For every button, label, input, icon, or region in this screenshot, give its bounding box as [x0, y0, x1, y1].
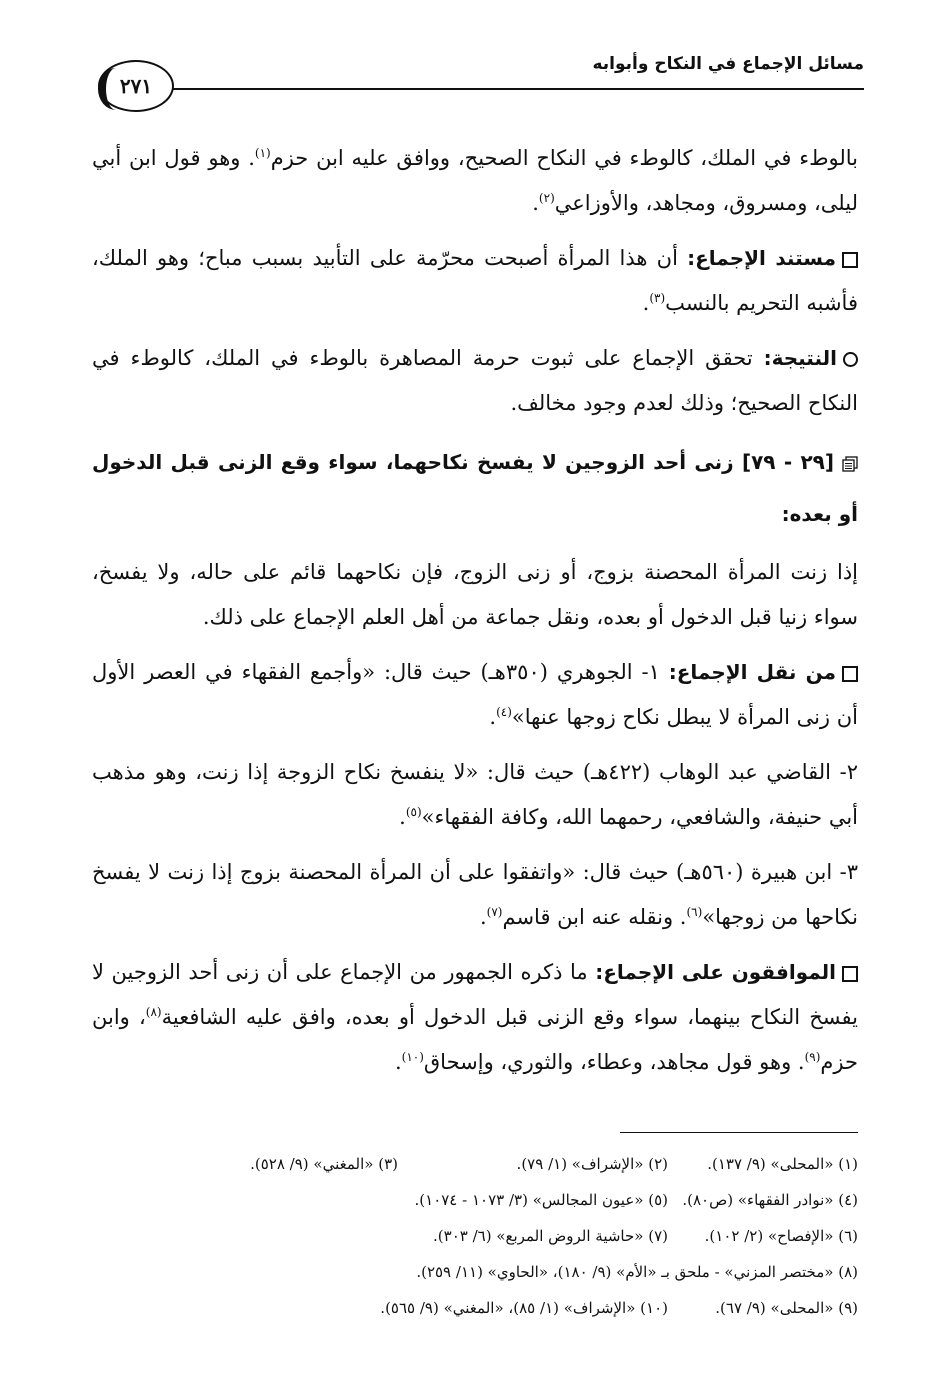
paragraph-1	[92, 136, 858, 226]
circle-bullet-icon	[843, 352, 858, 367]
term-agreeing: الموافقون على الإجماع:	[595, 960, 836, 984]
footnote-ref-7[interactable]: (٧)	[486, 905, 503, 919]
paragraph-agreeing	[92, 950, 858, 1085]
paragraph-text: أن هذا المرأة أصبحت محرّمة على التأبيد بسبب مباح؛ وهو الملك، فأشبه التحريم بالنسب	[92, 246, 858, 315]
paragraph-text: .	[642, 291, 650, 315]
paragraph-text: . وهو قول مجاهد، وعطاء، والثوري، وإسحاق	[423, 1050, 805, 1074]
term-result: النتيجة:	[763, 346, 837, 370]
paragraph-text: .	[532, 191, 539, 215]
footnote-row	[92, 1146, 858, 1182]
paragraph-text: إذا زنت المرأة المحصنة بزوج، أو زنى الزوج، فإن نكاحهما قائم على حاله، ولا يفسخ، سواء زنيا قبل الدخول أو بعده، ونقل جماعة من أهل العلم الإجماع على ذلك.	[92, 560, 859, 629]
square-bullet-icon	[842, 966, 858, 982]
footnote-separator	[620, 1132, 858, 1133]
paragraph-text: . ونقله عنه ابن قاسم	[502, 905, 687, 929]
paragraph-text: ١- الجوهري (٣٥٠هـ) حيث قال: «وأجمع الفقهاء في العصر الأول أن زنى المرأة لا يبطل نكاح زوجها عنها»	[92, 660, 858, 729]
document-stack-icon	[842, 456, 858, 472]
paragraph-text: ما ذكره الجمهور من الإجماع على أن زنى أحد الزوجين لا يفسخ النكاح بينهما، سواء وقع الزنى قبل الدخول أو بعده، وافق عليه الشافعية	[92, 960, 858, 1029]
footnote-3: (٣) «المغني» (٩/ ٥٢٨).	[250, 1155, 398, 1173]
footnote-ref-5[interactable]: (٥)	[405, 805, 422, 819]
footnote-1: (١) «المحلى» (٩/ ١٣٧).	[707, 1155, 858, 1173]
paragraph-evidence	[92, 236, 858, 326]
page-number: ٢٧١	[119, 74, 153, 98]
heading-text: زنى أحد الزوجين لا يفسخ نكاحهما، سواء وقع الزنى قبل الدخول أو بعده:	[92, 450, 858, 526]
header-rule	[172, 88, 864, 90]
paragraph-text: . وهو قول ابن أبي ليلى، ومسروق، ومجاهد، والأوزاعي	[92, 146, 858, 215]
paragraph-text: تحقق الإجماع على ثبوت حرمة المصاهرة بالوطء في الملك، كالوطء في النكاح الصحيح؛ وذلك لعدم وجود مخالف.	[92, 346, 858, 415]
footnote-8: (٨) «مختصر المزني» - ملحق بـ «الأم» (٩/ ١٨٠)، «الحاوي» (١١/ ٢٥٩).	[416, 1263, 858, 1281]
footnote-ref-10[interactable]: (١٠)	[401, 1050, 424, 1064]
footnote-6: (٦) «الإفصاح» (٢/ ١٠٢).	[704, 1227, 858, 1245]
footnote-ref-4[interactable]: (٤)	[496, 705, 512, 719]
square-bullet-icon	[842, 666, 858, 682]
paragraph-transmitter-3	[92, 850, 858, 940]
footnote-5: (٥) «عيون المجالس» (٣/ ١٠٧٣ - ١٠٧٤).	[414, 1191, 668, 1209]
paragraph-transmitter-2	[92, 750, 858, 840]
footnote-row	[92, 1218, 858, 1254]
paragraph-text: ، وابن حزم	[92, 1005, 858, 1074]
footnote-2: (٢) «الإشراف» (١/ ٧٩).	[516, 1155, 668, 1173]
footnote-9: (٩) «المحلى» (٩/ ٦٧).	[715, 1299, 858, 1317]
heading-number: [٢٩ - ٧٩]	[741, 450, 834, 474]
footnotes	[92, 1146, 858, 1326]
footnote-ref-6[interactable]: (٦)	[686, 905, 703, 919]
term-transmitters: من نقل الإجماع:	[668, 660, 836, 684]
paragraph-text: .	[399, 805, 406, 829]
paragraph-transmitters	[92, 650, 858, 740]
paragraph-text: بالوطء في الملك، كالوطء في النكاح الصحيح، ووافق عليه ابن حزم	[270, 146, 858, 170]
footnote-4: (٤) «نوادر الفقهاء» (ص٨٠).	[682, 1191, 858, 1209]
page-number-ornament	[98, 68, 134, 110]
footnote-ref-8[interactable]: (٨)	[145, 1005, 162, 1019]
square-bullet-icon	[842, 252, 858, 268]
paragraph-intro	[92, 550, 858, 640]
footnote-ref-2[interactable]: (٢)	[538, 191, 555, 205]
paragraph-text: ٣- ابن هبيرة (٥٦٠هـ) حيث قال: «واتفقوا على أن المرأة المحصنة بزوج إذا زنت لا يفسخ نكاحها من زوجها»	[92, 860, 858, 929]
section-heading	[92, 436, 858, 540]
page-header	[92, 48, 864, 110]
page-number-badge	[98, 60, 174, 112]
footnote-ref-3[interactable]: (٣)	[649, 291, 666, 305]
footnote-row	[92, 1182, 858, 1218]
paragraph-text: .	[489, 705, 497, 729]
paragraph-text: ٢- القاضي عبد الوهاب (٤٢٢هـ) حيث قال: «لا ينفسخ نكاح الزوجة إذا زنت، وهو مذهب أبي حنيفة، والشافعي، رحمهما الله، وكافة الفقهاء»	[92, 760, 858, 829]
paragraph-result	[92, 336, 858, 426]
paragraph-text: .	[479, 905, 487, 929]
running-title: مسائل الإجماع في النكاح وأبوابه	[592, 54, 864, 74]
footnote-row	[92, 1254, 858, 1290]
footnote-row	[92, 1290, 858, 1326]
footnote-ref-1[interactable]: (١)	[254, 146, 271, 160]
footnote-ref-9[interactable]: (٩)	[804, 1050, 821, 1064]
page-body	[92, 136, 858, 1095]
paragraph-text: .	[394, 1050, 402, 1074]
term-evidence: مستند الإجماع:	[687, 246, 836, 270]
footnote-7: (٧) «حاشية الروض المربع» (٦/ ٣٠٣).	[433, 1227, 668, 1245]
footnote-10: (١٠) «الإشراف» (١/ ٨٥)، «المغني» (٩/ ٥٦٥).	[380, 1299, 668, 1317]
